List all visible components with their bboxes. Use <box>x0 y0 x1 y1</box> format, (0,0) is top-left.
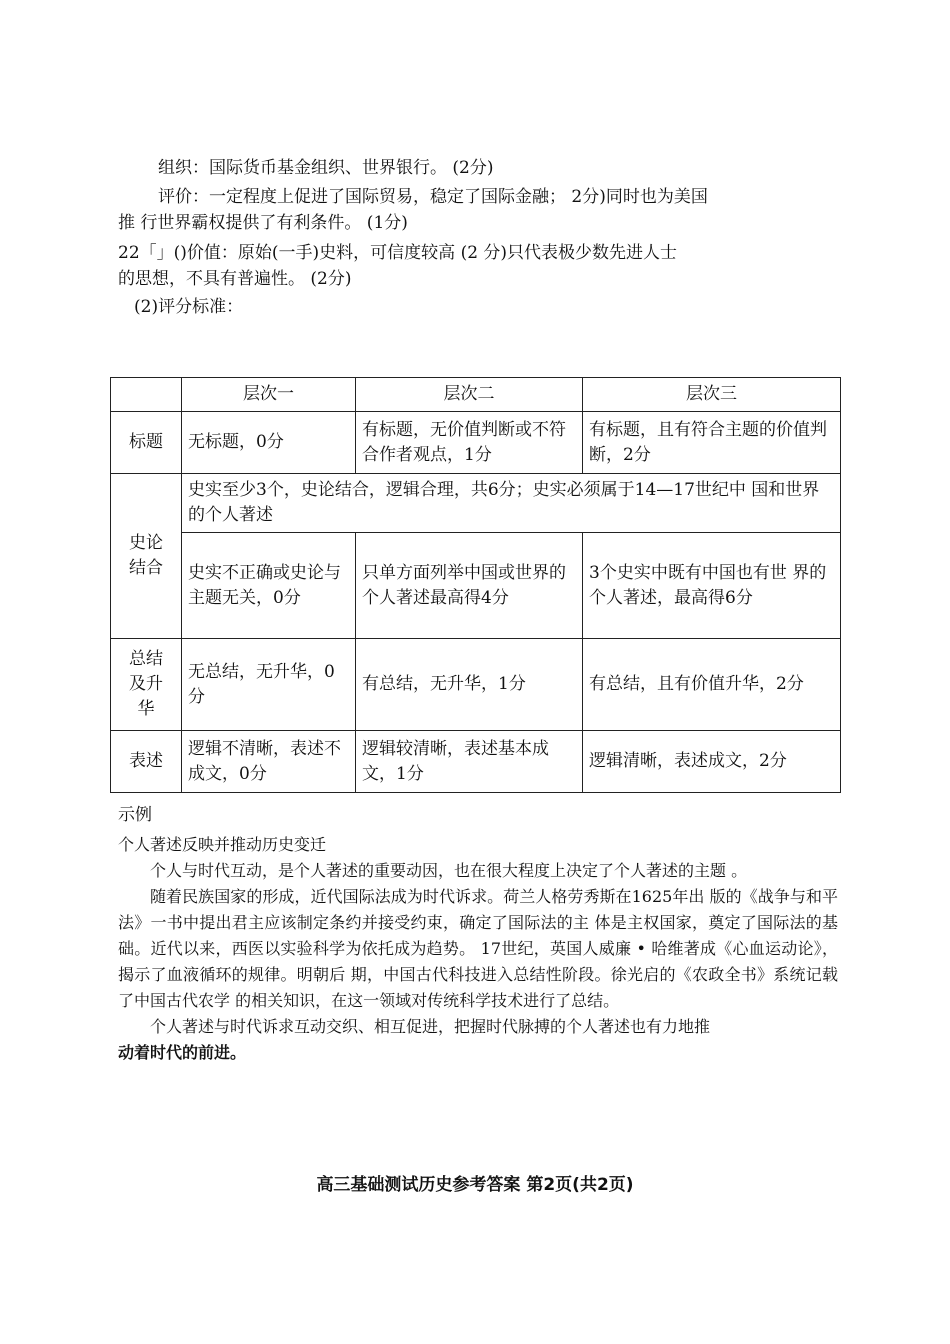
rubric-row-label: 表述 <box>111 731 182 793</box>
example-paragraph-1: 个人与时代互动，是个人著述的重要动因，也在很大程度上决定了个人著述的主题 。 <box>150 861 748 880</box>
example-title: 个人著述反映并推动历史变迁 <box>118 835 327 854</box>
example-paragraph-3: 个人著述与时代诉求互动交织、相互促进，把握时代脉搏的个人著述也有力地推 <box>150 1017 711 1036</box>
rubric-header-level-3: 层次三 <box>583 378 841 412</box>
example-label: 示例 <box>118 805 152 825</box>
scoring-rubric-table <box>110 377 841 793</box>
rubric-cell: 史实不正确或史论与主题无关，0分 <box>182 533 356 639</box>
rubric-cell: 有标题，且有符合主题的价值判断，2分 <box>583 412 841 474</box>
rubric-row-label: 标题 <box>111 412 182 474</box>
rubric-cell: 逻辑不清晰，表述不成文，0分 <box>182 731 356 793</box>
rubric-row-expression <box>111 731 841 793</box>
rubric-cell: 逻辑清晰，表述成文，2分 <box>583 731 841 793</box>
intro-line-criteria-label: (2)评分标准： <box>134 297 244 317</box>
rubric-cell: 逻辑较清晰，表述基本成文，1分 <box>356 731 583 793</box>
rubric-row-label: 史论结合 <box>111 474 182 639</box>
intro-line-q22: 22「」()价值：原始(一手)史料，可信度较高 (2 分)只代表极少数先进人士 <box>118 243 678 263</box>
example-paragraph-3-end: 动着时代的前进。 <box>118 1043 247 1062</box>
rubric-header-level-2: 层次二 <box>356 378 583 412</box>
rubric-row-history <box>111 533 841 639</box>
intro-line-organization: 组织：国际货币基金组织、世界银行。 (2分) <box>158 158 494 178</box>
rubric-cell: 3个史实中既有中国也有世 界的个人著述，最高得6分 <box>583 533 841 639</box>
rubric-cell: 无标题，0分 <box>182 412 356 474</box>
intro-line-q22-cont: 的思想，不具有普遍性。 (2分) <box>118 269 352 289</box>
rubric-cell: 无总结，无升华，0分 <box>182 639 356 731</box>
rubric-cell: 有总结，且有价值升华，2分 <box>583 639 841 731</box>
intro-line-evaluation-cont: 推 行世界霸权提供了有利条件。 (1分) <box>118 213 408 233</box>
intro-line-evaluation: 评价：一定程度上促进了国际贸易，稳定了国际金融； 2分)同时也为美国 <box>158 187 708 207</box>
rubric-row-summary <box>111 639 841 731</box>
rubric-merged-cell: 史实至少3个，史论结合，逻辑合理，共6分；史实必须属于14—17世纪中 国和世界的个人著述 <box>182 474 841 533</box>
rubric-cell: 有标题，无价值判断或不符合作者观点，1分 <box>356 412 583 474</box>
example-paragraph-2: 随着民族国家的形成，近代国际法成为时代诉求。荷兰人格劳秀斯在1625年出 版的《战争与和平法》一书中提出君主应该制定条约并接受约束，确定了国际法的主 体是主权国家，奠定了国际法的基础。近代以来，西医以实验科学为依托成为趋势。 17世纪，英国人威廉 • 哈维著成《心血运动论》，揭示了血液循环的规律。明朝后 期，中国古代科技进入总结性阶段。徐光启的《农政全书》系统记载了中国古代农学 的相关知识，在这一领域对传统科学技术进行了总结。 <box>118 887 838 1010</box>
rubric-row-history-merged <box>111 474 841 533</box>
rubric-row-label: 总结及升华 <box>111 639 182 731</box>
rubric-cell: 有总结，无升华，1分 <box>356 639 583 731</box>
rubric-header-level-1: 层次一 <box>182 378 356 412</box>
example-essay <box>118 832 838 1066</box>
rubric-cell: 只单方面列举中国或世界的个人著述最高得4分 <box>356 533 583 639</box>
rubric-corner-cell <box>111 378 182 412</box>
rubric-row-title <box>111 412 841 474</box>
page-footer: 高三基础测试历史参考答案 第2页(共2页) <box>316 1175 634 1195</box>
rubric-header-row <box>111 378 841 412</box>
